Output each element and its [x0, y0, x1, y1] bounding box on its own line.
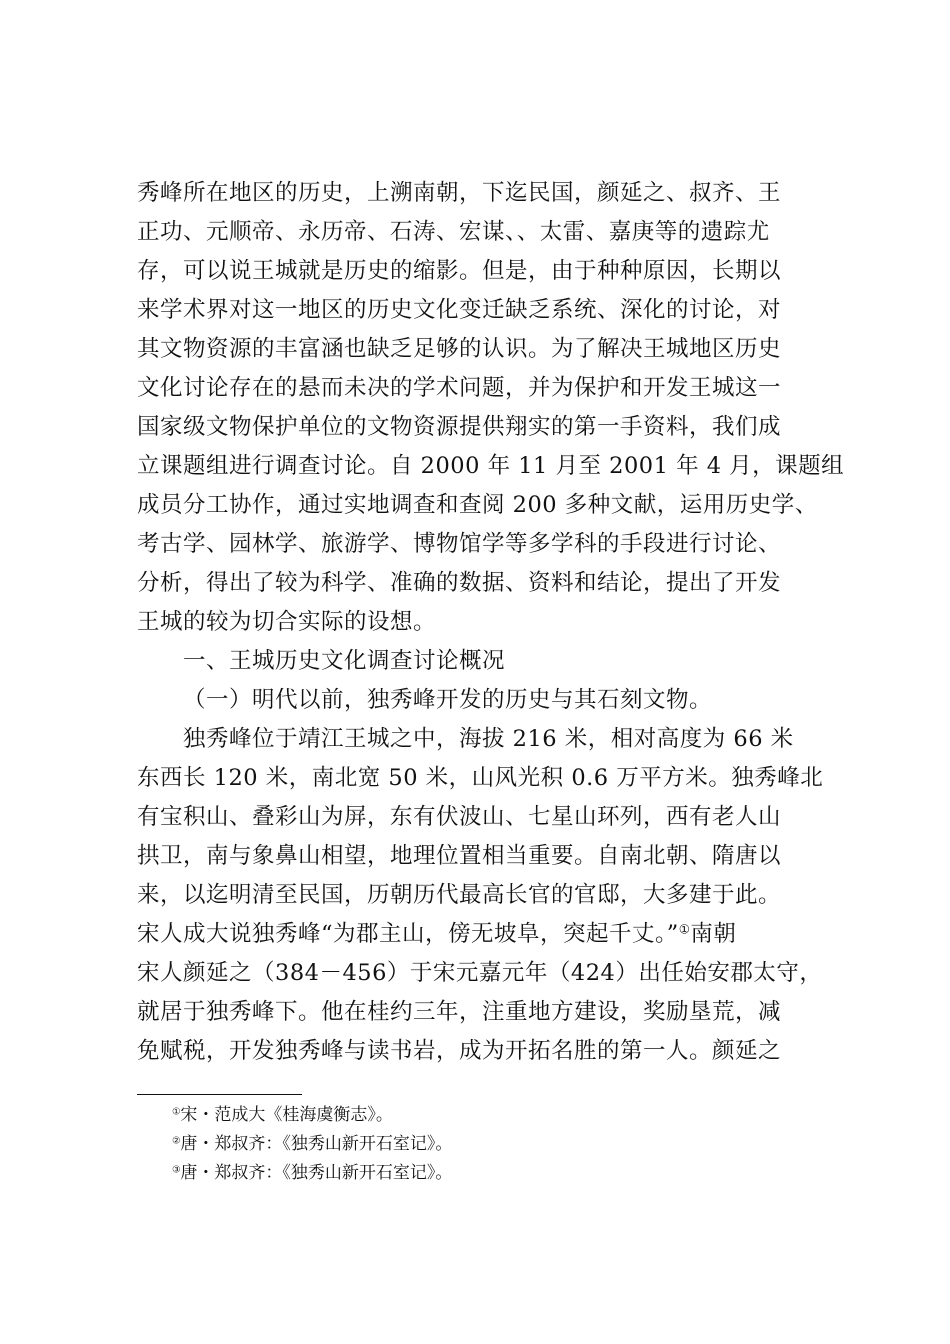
body-line: 秀峰所在地区的历史，上溯南朝，下迄民国，颜延之、叔齐、王 — [137, 180, 782, 206]
footnote-2 — [172, 1133, 452, 1155]
body-line: 分析，得出了较为科学、准确的数据、资料和结论，提出了开发 — [137, 570, 782, 596]
body-line: 考古学、园林学、旅游学、博物馆学等多学科的手段进行讨论、 — [137, 531, 782, 557]
section-heading: 一、王城历史文化调查讨论概况 — [183, 648, 506, 674]
footnote-3 — [172, 1162, 452, 1184]
body-line: 立课题组进行调查讨论。自 2000 年 11 月至 2001 年 4 月，课题组 — [137, 453, 845, 479]
body-line: 就居于独秀峰下。他在桂约三年，注重地方建设，奖励垦荒，减 — [137, 999, 782, 1025]
footnote-mark: ① — [172, 1106, 181, 1118]
footnote-mark: ② — [172, 1135, 181, 1147]
body-line: 独秀峰位于靖江王城之中，海拔 216 米，相对高度为 66 米 — [183, 726, 794, 752]
body-line: 存，可以说王城就是历史的缩影。但是，由于种种原因，长期以 — [137, 258, 782, 284]
body-line: 东西长 120 米，南北宽 50 米，山风光积 0.6 万平方米。独秀峰北 — [137, 765, 824, 791]
body-line: 宋人颜延之（384－456）于宋元嘉元年（424）出任始安郡太守， — [137, 960, 823, 986]
footnote-separator — [137, 1094, 302, 1095]
body-text: 南朝 — [690, 921, 737, 947]
subsection-heading: （一）明代以前，独秀峰开发的历史与其石刻文物。 — [183, 687, 713, 713]
footnote-text: 唐・郑叔齐：《独秀山新开石室记》。 — [180, 1163, 453, 1183]
body-line-with-footnote — [137, 920, 736, 948]
footnote-text: 宋・范成大《桂海虞衡志》。 — [180, 1105, 393, 1125]
body-line: 免赋税，开发独秀峰与读书岩，成为开拓名胜的第一人。颜延之 — [137, 1038, 782, 1064]
body-line: 国家级文物保护单位的文物资源提供翔实的第一手资料，我们成 — [137, 414, 782, 440]
body-line: 正功、元顺帝、永历帝、石涛、宏谋、、太雷、嘉庚等的遗踪尤 — [137, 219, 770, 245]
body-text: 宋人成大说独秀峰“为郡主山，傍无坡阜，突起千丈。” — [137, 921, 679, 947]
body-line: 成员分工协作，通过实地调查和查阅 200 多种文献，运用历史学、 — [137, 492, 818, 518]
footnote-1 — [172, 1104, 393, 1126]
body-line: 文化讨论存在的悬而未决的学术问题，并为保护和开发王城这一 — [137, 375, 782, 401]
body-line: 来学术界对这一地区的历史文化变迁缺乏系统、深化的讨论，对 — [137, 297, 782, 323]
body-line: 王城的较为切合实际的设想。 — [137, 609, 437, 635]
body-line: 拱卫，南与象鼻山相望，地理位置相当重要。自南北朝、隋唐以 — [137, 843, 782, 869]
body-line: 来，以迄明清至民国，历朝历代最高长官的官邸，大多建于此。 — [137, 882, 782, 908]
footnote-ref[interactable]: ① — [678, 922, 691, 937]
body-line: 有宝积山、叠彩山为屏，东有伏波山、七星山环列，西有老人山 — [137, 804, 782, 830]
footnote-text: 唐・郑叔齐：《独秀山新开石室记》。 — [180, 1134, 453, 1154]
body-line: 其文物资源的丰富涵也缺乏足够的认识。为了解决王城地区历史 — [137, 336, 782, 362]
footnote-mark: ③ — [172, 1164, 181, 1176]
